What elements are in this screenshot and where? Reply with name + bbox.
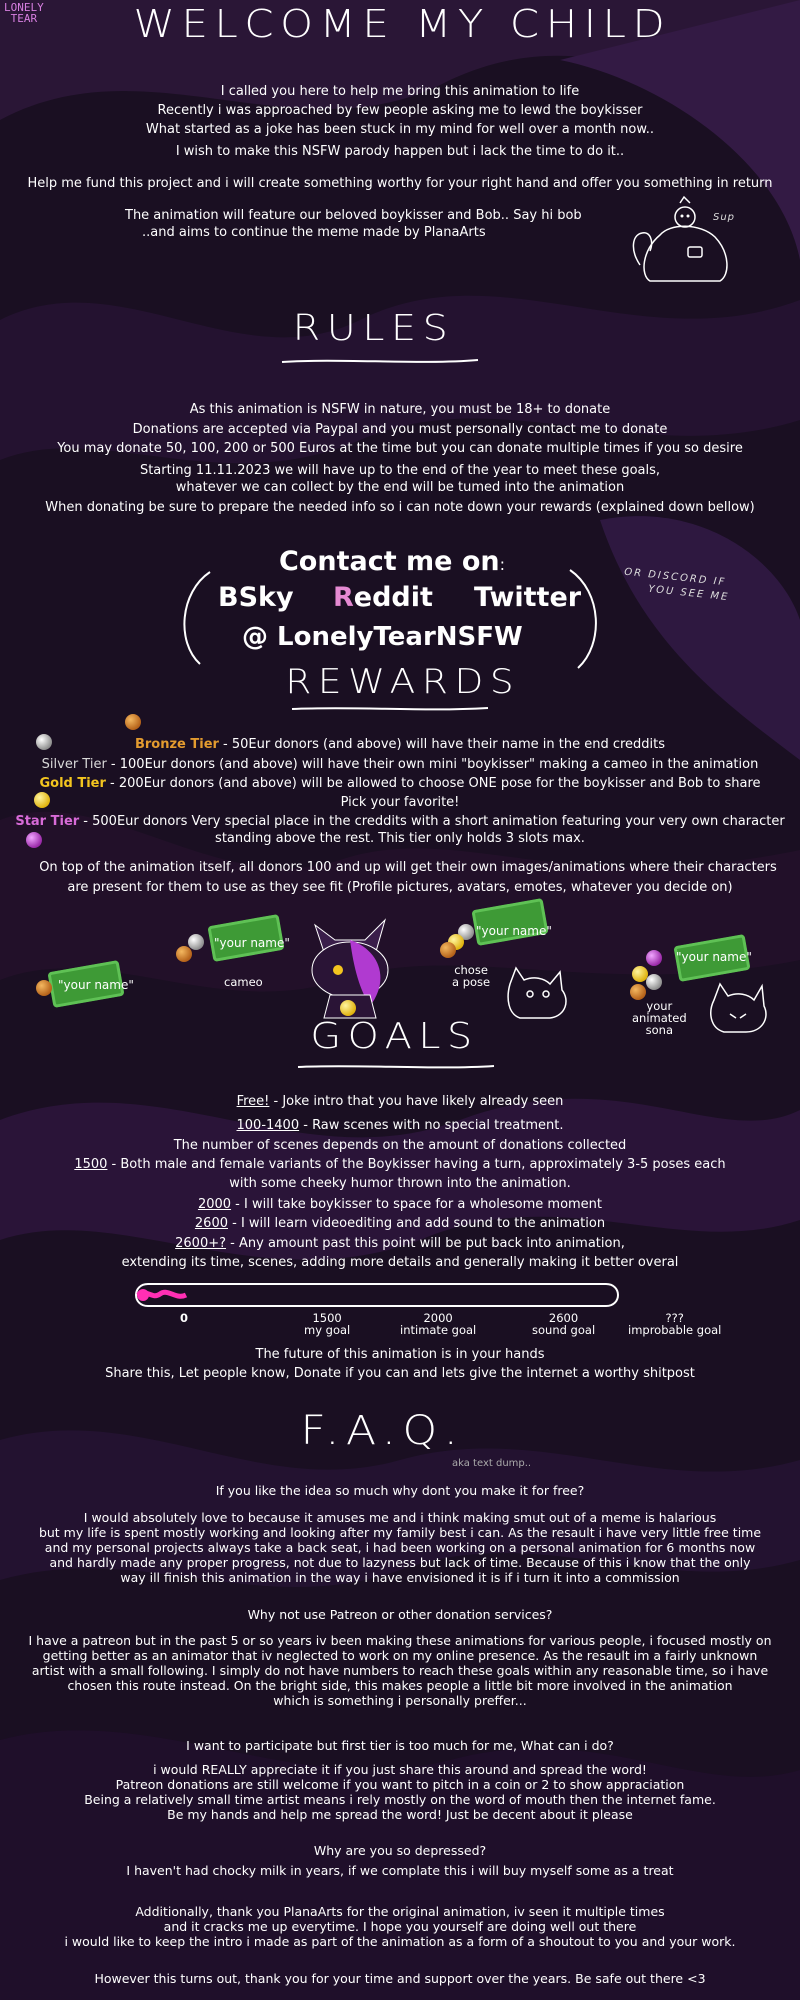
rules-line: As this animation is NSFW in nature, you must be 18+ to donate — [189, 402, 611, 417]
tier-text: - 50Eur donors (and above) will have their name in the end creddits — [218, 737, 666, 752]
intro-line: ..and aims to continue the meme made by PlanaArts — [142, 225, 486, 240]
rewards-underline — [290, 704, 490, 714]
rewards-extra: On top of the animation itself, all donors 100 and up will get their own images/animations where their characters — [39, 860, 777, 875]
silver-coin-icon — [188, 934, 204, 950]
faq-question: Why are you so depressed? — [313, 1843, 487, 1858]
label-line: animated — [632, 1011, 687, 1025]
bob-speech: Sup — [713, 212, 736, 223]
goal-amount: 2600+? — [175, 1236, 227, 1251]
faq-answer: getting better as an animator that iv neglected to work on my online presence. As the resault im a fairly unknown — [42, 1648, 758, 1663]
goal-item — [0, 1116, 800, 1135]
logo-line-2: TEAR — [10, 12, 38, 25]
intro-line: What started as a joke has been stuck in my mind for well over a month now.. — [145, 122, 655, 137]
faq-answer: artist with a small following. I simply do not have numbers to reach these goals within any reasonable time, so i have — [31, 1663, 769, 1678]
label-line: chose — [454, 963, 488, 977]
faq-answer: I haven't had chocky milk in years, if we complate this i will buy myself some as a treat — [126, 1863, 674, 1878]
goal-item: The number of scenes depends on the amount of donations collected — [173, 1138, 627, 1153]
bob-sketch — [620, 195, 740, 285]
bronze-coin-icon — [630, 984, 646, 1000]
goal-item — [0, 1195, 800, 1214]
progress-tick — [304, 1312, 350, 1336]
rewards-extra: are present for them to use as they see fit (Profile pictures, avatars, emotes, whatever you decide on) — [67, 880, 733, 895]
goal-item — [0, 1092, 800, 1111]
rules-line: Donations are accepted via Paypal and you must personally contact me to donate — [132, 422, 668, 437]
tier-silver — [0, 755, 800, 774]
tick-value: ??? — [665, 1311, 684, 1325]
goal-text: - I will take boykisser to space for a wholesome moment — [231, 1197, 603, 1212]
cameo-label: cameo — [224, 975, 263, 989]
goal-text: - Both male and female variants of the Boykisser having a turn, approximately 3-5 poses each — [107, 1157, 726, 1172]
reddit-rest: eddit — [353, 582, 433, 613]
tier-text: - 100Eur donors (and above) will have their own mini "boykisser" making a cameo in the animation — [106, 757, 759, 772]
goals-footer: The future of this animation is in your hands — [255, 1347, 545, 1362]
faq-answer: Additionally, thank you PlanaArts for the original animation, iv seen it multiple times — [135, 1904, 665, 1919]
tier-name: Silver Tier — [41, 757, 107, 772]
goal-amount: 2600 — [194, 1216, 228, 1231]
bronze-coin-icon — [440, 942, 456, 958]
cat-pose-sketch — [500, 954, 580, 1024]
bronze-coin-icon — [176, 946, 192, 962]
tick-value: 0 — [180, 1311, 189, 1325]
animated-sona-label — [632, 1000, 687, 1036]
silver-coin-icon — [646, 974, 662, 990]
label-line: a pose — [452, 975, 491, 989]
faq-question: Why not use Patreon or other donation services? — [247, 1607, 553, 1622]
goal-item — [0, 1234, 800, 1253]
rules-line: Starting 11.11.2023 we will have up to the end of the year to meet these goals, — [139, 463, 661, 478]
rules-line: When donating be sure to prepare the needed info so i can note down your rewards (explained down bellow) — [45, 500, 755, 515]
tier-gold-cont: Pick your favorite! — [340, 795, 460, 810]
money-icon — [471, 898, 548, 946]
faq-answer: chosen this route instead. On the bright side, this makes people a little bit more involved in the animation — [67, 1678, 733, 1693]
faq-answer: and my personal projects always take a back seat, i had been working on a personal animation for 6 months now — [44, 1540, 756, 1555]
intro-line: Help me fund this project and i will create something worthy for your right hand and offer you something in return — [27, 176, 773, 191]
your-name-label: "your name" — [58, 978, 134, 992]
your-name-label: "your name" — [214, 936, 290, 950]
lonely-tear-logo — [4, 2, 44, 24]
intro-line: Recently i was approached by few people asking me to lewd the boykisser — [157, 103, 643, 118]
faq-answer: which is something i personally preffer... — [273, 1693, 527, 1708]
goal-item — [0, 1214, 800, 1233]
platform-reddit[interactable] — [333, 582, 433, 613]
progress-tick — [400, 1312, 476, 1336]
faq-answer: I have a patreon but in the past 5 or so years iv been making these animations for various people, i focused mostly on — [28, 1633, 772, 1648]
goal-amount: 2000 — [197, 1197, 232, 1212]
goal-text: - Joke intro that you have likely already seen — [269, 1094, 564, 1109]
label-line: your — [646, 999, 673, 1013]
faq-answer: Being a relatively small time artist means i rely mostly on the word of mouth then the internet fame. — [84, 1792, 716, 1807]
rewards-title: REWARDS — [285, 662, 521, 702]
chose-pose-label — [452, 964, 490, 988]
faq-answer: Be my hands and help me spread the word! Just be decent about it please — [167, 1807, 633, 1822]
faq-answer: Patreon donations are still welcome if you want to pitch in a coin or 2 to show appraciation — [115, 1777, 685, 1792]
platform-bsky[interactable]: BSky — [218, 582, 294, 613]
label-line: sona — [645, 1023, 674, 1037]
faq-question: If you like the idea so much why dont you make it for free? — [215, 1483, 585, 1498]
goal-amount: 1500 — [74, 1157, 108, 1172]
reddit-r: R — [333, 582, 354, 613]
contact-title: Contact me on: — [278, 546, 506, 577]
tier-bronze — [0, 735, 800, 754]
your-name-label: "your name" — [676, 950, 752, 964]
goals-underline — [296, 1062, 496, 1072]
intro-line: The animation will feature our beloved boykisser and Bob.. Say hi bob — [125, 208, 582, 223]
goals-footer: Share this, Let people know, Donate if you can and lets give the internet a worthy shitpost — [105, 1366, 695, 1381]
faq-answer: and hardly made any proper progress, not due to lazyness but lack of time. Because of this i know that the only — [49, 1555, 751, 1570]
tier-gold — [0, 774, 800, 793]
goal-amount: 100-1400 — [236, 1118, 300, 1133]
discord-note: OR DISCORD IF — [623, 566, 727, 589]
faq-answer: i would REALLY appreciate it if you just share this around and spread the word! — [153, 1762, 647, 1777]
intro-line: I called you here to help me bring this animation to life — [220, 84, 580, 99]
faq-aside: aka text dump.. — [452, 1458, 532, 1469]
contact-handle[interactable]: @ LonelyTearNSFW — [242, 622, 523, 652]
contact-title-text: Contact me on — [278, 546, 500, 577]
progress-tick — [628, 1312, 721, 1336]
goal-amount: Free! — [236, 1094, 270, 1109]
faq-answer: i would like to keep the intro i made as part of the animation as a form of a shoutout to you and your work. — [64, 1934, 736, 1949]
page-title: WELCOME MY CHILD — [133, 2, 672, 46]
faq-answer: but my life is spent mostly working and looking after my family best i can. As the resault i have very little free time — [38, 1525, 762, 1540]
tier-star-cont: standing above the rest. This tier only holds 3 slots max. — [215, 831, 585, 846]
tick-caption: intimate goal — [400, 1323, 477, 1337]
tick-caption: improbable goal — [628, 1323, 722, 1337]
rules-line: You may donate 50, 100, 200 or 500 Euros at the time but you can donate multiple times if you so desire — [57, 441, 743, 456]
star-coin-icon — [646, 950, 662, 966]
faq-answer: way ill finish this animation in the way i have envisioned it is if i turn it into a commission — [120, 1570, 680, 1585]
tick-caption: my goal — [304, 1323, 351, 1337]
tick-value: 1500 — [312, 1311, 342, 1325]
gold-coin-icon — [340, 1000, 356, 1016]
your-name-label: "your name" — [476, 924, 552, 938]
tick-value: 2600 — [548, 1311, 579, 1325]
rules-line: whatever we can collect by the end will be tumed into the animation — [175, 480, 625, 495]
progress-tick — [180, 1312, 188, 1324]
faq-question: I want to participate but first tier is too much for me, What can i do? — [186, 1738, 614, 1753]
bronze-coin-icon — [125, 714, 141, 730]
tier-name: Gold Tier — [39, 776, 106, 791]
goal-text: - I will learn videoediting and add sound to the animation — [228, 1216, 606, 1231]
rules-title: RULES — [292, 308, 455, 349]
goal-item — [0, 1155, 800, 1174]
goal-text: - Any amount past this point will be put back into animation, — [226, 1236, 625, 1251]
tick-caption: sound goal — [532, 1323, 596, 1337]
goal-text: - Raw scenes with no special treatment. — [299, 1118, 564, 1133]
tier-text: - 500Eur donors Very special place in the creddits with a short animation featuring your very own character — [79, 814, 785, 829]
platform-twitter[interactable]: Twitter — [474, 582, 582, 613]
faq-title: F.A.Q. — [300, 1408, 465, 1454]
discord-note: YOU SEE ME — [647, 583, 730, 604]
goals-title: GOALS — [310, 1016, 479, 1057]
sona-sketch — [700, 976, 780, 1036]
logo-line-1: LONELY — [4, 1, 44, 14]
closing-line: However this turns out, thank you for your time and support over the years. Be safe out there <3 — [94, 1971, 706, 1986]
tier-name: Bronze Tier — [134, 737, 219, 752]
intro-line: I wish to make this NSFW parody happen but i lack the time to do it.. — [175, 144, 625, 159]
rules-underline — [280, 356, 480, 366]
faq-answer: and it cracks me up everytime. I hope you yourself are doing well out there — [163, 1919, 637, 1934]
faq-answer: I would absolutely love to because it amuses me and i think making smut out of a meme is halarious — [83, 1510, 717, 1525]
tier-text: - 200Eur donors (and above) will be allowed to choose ONE pose for the boykisser and Bob to share — [105, 776, 761, 791]
goal-item: extending its time, scenes, adding more details and generally making it better overal — [121, 1255, 679, 1270]
progress-tick — [532, 1312, 595, 1336]
bronze-coin-icon — [36, 980, 52, 996]
tick-value: 2000 — [423, 1311, 453, 1325]
goal-item: with some cheeky humor thrown into the animation. — [229, 1176, 571, 1191]
tier-name: Star Tier — [15, 814, 80, 829]
